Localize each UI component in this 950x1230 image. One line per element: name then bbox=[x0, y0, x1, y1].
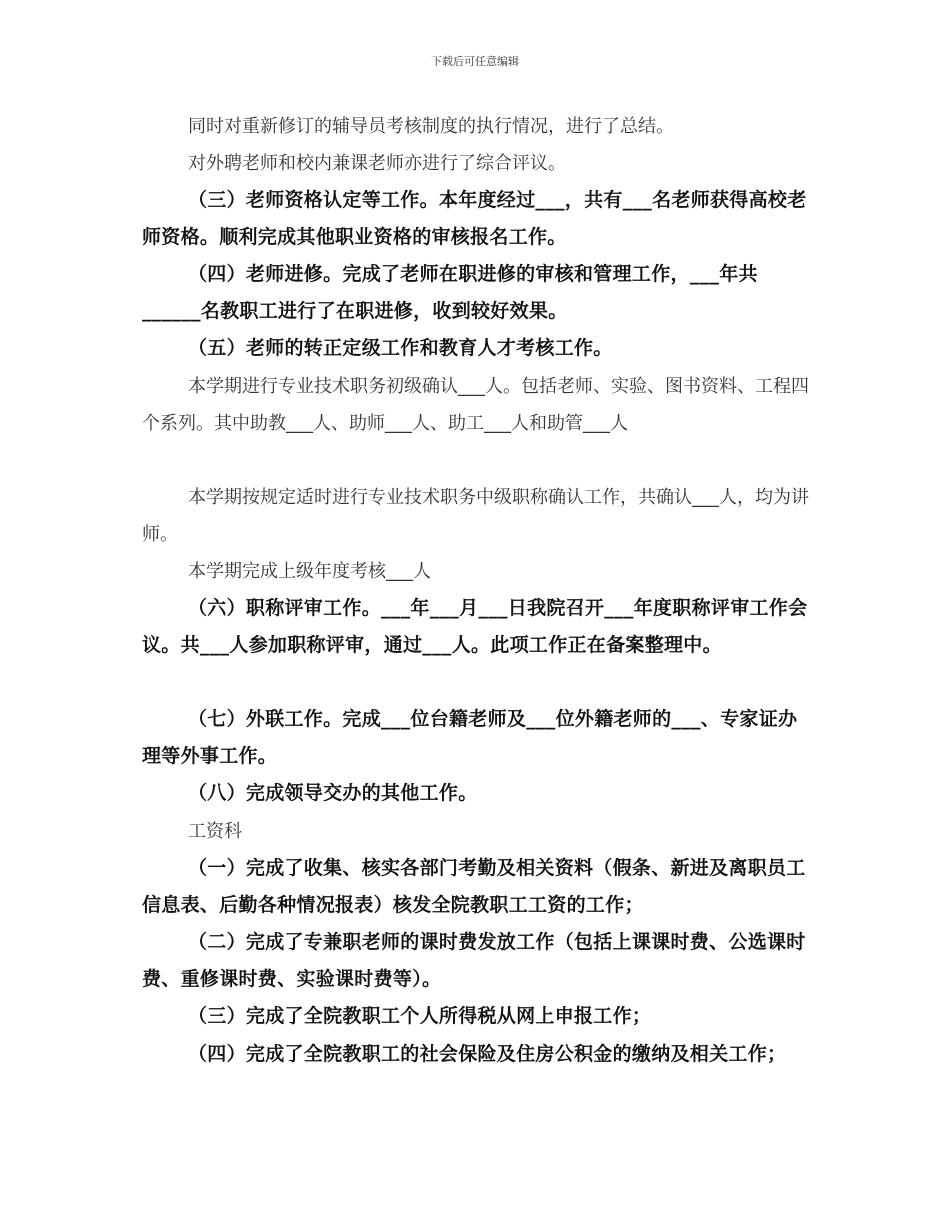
paragraph: （二）完成了专兼职老师的课时费发放工作（包括上课课时费、公选课时费、重修课时费、实验课时费等）。 bbox=[142, 931, 806, 990]
paragraph: 本学期进行专业技术职务初级确认___人。包括老师、实验、图书资料、工程四个系列。其中助教___人、助师___人、助工___人和助管___人 bbox=[142, 376, 809, 434]
paragraph: （三）完成了全院教职工个人所得税从网上申报工作； bbox=[188, 1005, 652, 1027]
paragraph: （八）完成领导交办的其他工作。 bbox=[188, 782, 478, 804]
page-header: 下载后可任意编辑 bbox=[431, 55, 519, 68]
paragraph: （七）外联工作。完成___位台籍老师及___位外籍老师的___、专家证办理等外事工作。 bbox=[142, 708, 798, 767]
paragraph: 本学期完成上级年度考核___人 bbox=[188, 561, 431, 582]
paragraph: （四）老师进修。完成了老师在职进修的审核和管理工作，___年共______名教职工进行了在职进修，收到较好效果。 bbox=[142, 263, 758, 322]
paragraph: 同时对重新修订的辅导员考核制度的执行情况，进行了总结。 bbox=[188, 116, 674, 137]
paragraph: （三）老师资格认定等工作。本年度经过___，共有___名老师获得高校老师资格。顺利完成其他职业资格的审核报名工作。 bbox=[142, 189, 807, 248]
paragraph: 对外聘老师和校内兼课老师亦进行了综合评议。 bbox=[188, 153, 566, 174]
paragraph: （四）完成了全院教职工的社会保险及住房公积金的缴纳及相关工作； bbox=[188, 1043, 787, 1065]
section-heading: 工资科 bbox=[188, 821, 242, 842]
paragraph: （一）完成了收集、核实各部门考勤及相关资料（假条、新进及离职员工信息表、后勤各种情况报表）核发全院教职工工资的工作； bbox=[142, 857, 806, 916]
paragraph: （六）职称评审工作。___年___月___日我院召开___年度职称评审工作会议。共___人参加职称评审，通过___人。此项工作正在备案整理中。 bbox=[142, 597, 808, 656]
paragraph: 本学期按规定适时进行专业技术职务中级职称确认工作，共确认___人，均为讲师。 bbox=[142, 487, 809, 545]
paragraph: （五）老师的转正定级工作和教育人才考核工作。 bbox=[188, 337, 613, 359]
